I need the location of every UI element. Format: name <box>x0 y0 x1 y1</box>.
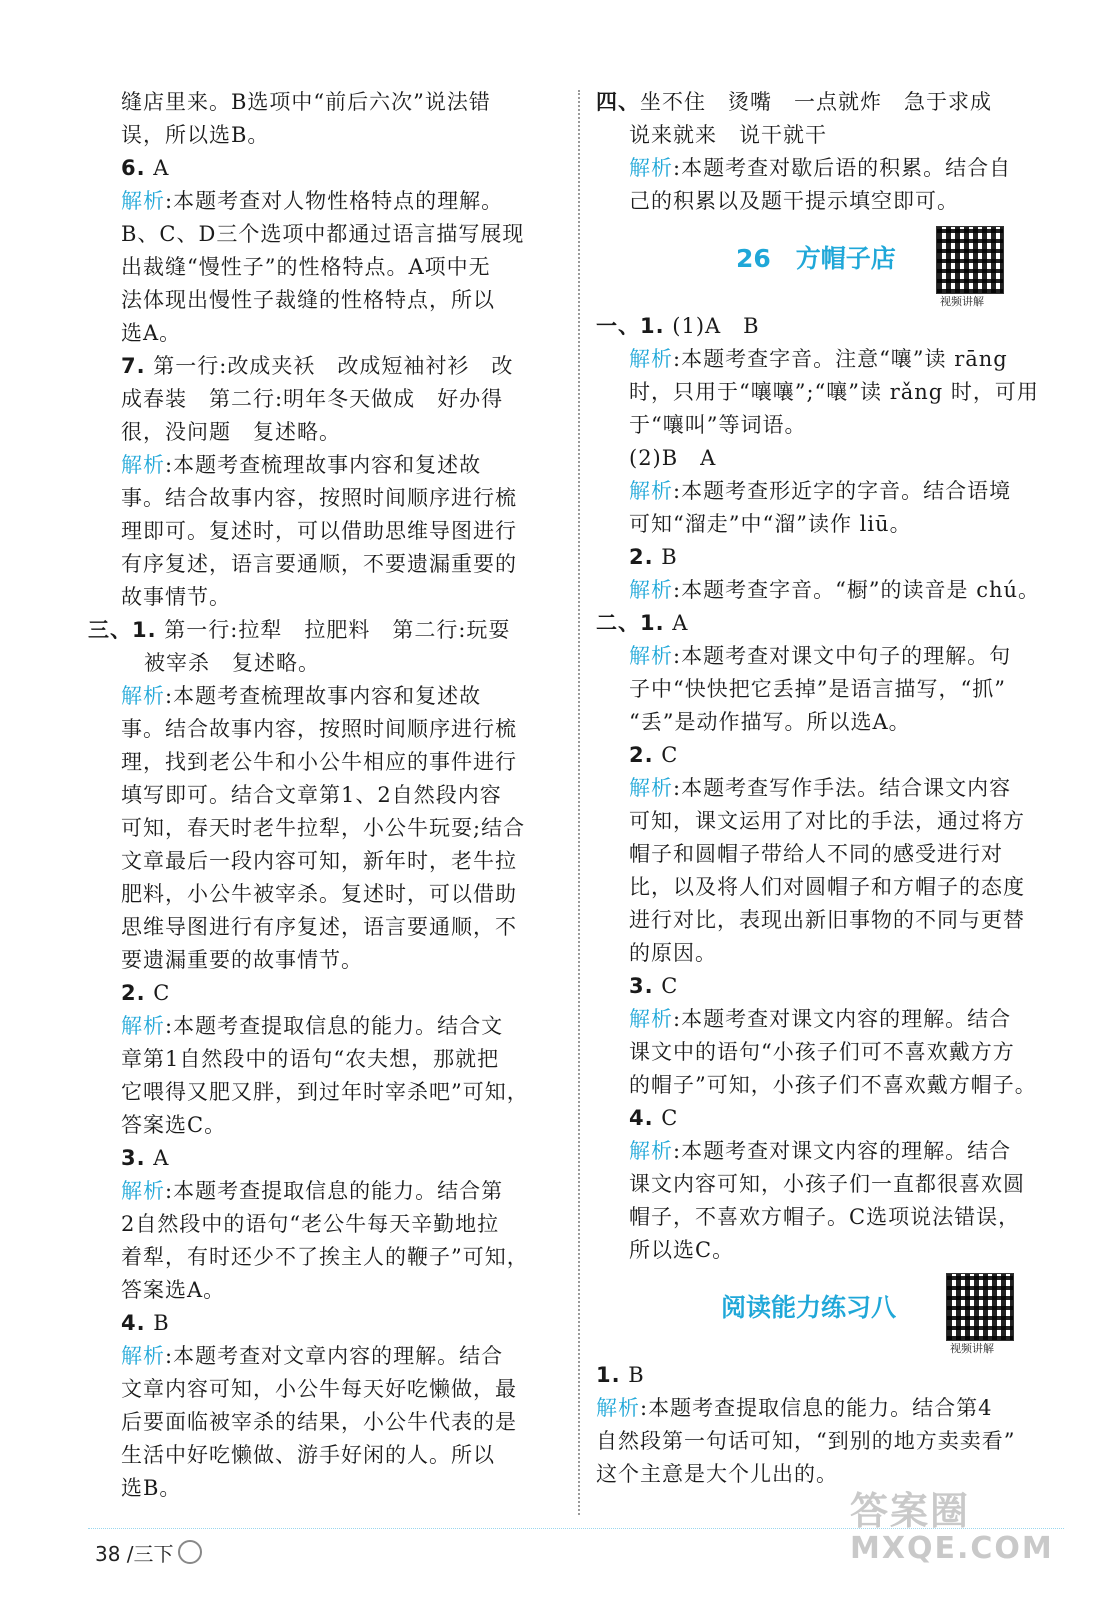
line-text: 2自然段中的语句“老公牛每天辛勤地拉 <box>121 1212 500 1236</box>
question-number: 4. <box>629 1106 654 1130</box>
line-text: 理，找到老公牛和小公牛相应的事件进行 <box>121 750 517 774</box>
line-text: A <box>664 611 689 635</box>
question-number: 4. <box>121 1311 146 1335</box>
line-text: 事。结合故事内容，按照时间顺序进行梳 <box>121 486 517 510</box>
watermark-text: 答案圈 <box>850 1489 971 1533</box>
text-line <box>596 119 1064 152</box>
text-line <box>88 977 560 1010</box>
line-text: 说来就来 说干就干 <box>629 123 827 147</box>
line-text: 课文中的语句“小孩子们可不喜欢戴方方 <box>629 1040 1015 1064</box>
text-line <box>88 779 560 812</box>
text-line <box>596 607 1064 640</box>
reading-heading <box>596 1267 1064 1359</box>
line-text: :本题考查对歇后语的积累。结合自 <box>673 156 1012 180</box>
line-text: 的帽子”可知，小孩子们不喜欢戴方帽子。 <box>629 1073 1037 1097</box>
question-number: 2. <box>121 981 146 1005</box>
line-text: 子中“快快把它丢掉”是语言描写，“抓” <box>629 677 1006 701</box>
section-marker: 二、 <box>596 611 640 635</box>
line-text: 它喂得又肥又胖，到过年时宰杀吧”可知， <box>121 1080 529 1104</box>
text-line <box>596 1102 1064 1135</box>
edition-seal-icon <box>178 1540 202 1564</box>
text-line <box>596 673 1064 706</box>
analysis-label: 解析 <box>629 578 673 602</box>
text-line <box>88 1406 560 1439</box>
line-text: 帽子和圆帽子带给人不同的感受进行对 <box>629 842 1003 866</box>
line-text: 坐不住 烫嘴 一点就炸 急于求成 <box>640 90 992 114</box>
watermark-url: MXQE.COM <box>850 1531 1054 1566</box>
text-line <box>596 1135 1064 1168</box>
line-text: 答案选C。 <box>121 1113 227 1137</box>
question-number: 1. <box>596 1363 621 1387</box>
text-line <box>88 911 560 944</box>
page-footer <box>95 1538 202 1567</box>
watermark <box>850 1480 1054 1566</box>
line-text: 误，所以选B。 <box>121 123 270 147</box>
line-text: 要遗漏重要的故事情节。 <box>121 948 363 972</box>
section-four-answers <box>596 86 1064 218</box>
text-line <box>88 1439 560 1472</box>
line-text: :本题考查写作手法。结合课文内容 <box>673 776 1012 800</box>
line-text: 填写即可。结合文章第1、2自然段内容 <box>121 783 502 807</box>
analysis-label: 解析 <box>629 644 673 668</box>
text-line <box>596 640 1064 673</box>
line-text: 事。结合故事内容，按照时间顺序进行梳 <box>121 717 517 741</box>
line-text: 可知“溜走”中“溜”读作 liū。 <box>629 512 912 536</box>
question-number: 1. <box>132 618 157 642</box>
line-text: 答案选A。 <box>121 1278 226 1302</box>
text-line <box>88 1340 560 1373</box>
line-text: 的原因。 <box>629 941 717 965</box>
analysis-label: 解析 <box>121 1179 165 1203</box>
line-text: :本题考查提取信息的能力。结合文 <box>165 1014 504 1038</box>
text-line <box>88 350 560 383</box>
line-text: 文章内容可知，小公牛每天好吃懒做，最 <box>121 1377 517 1401</box>
text-line <box>88 1208 560 1241</box>
text-line <box>596 970 1064 1003</box>
text-line <box>88 1142 560 1175</box>
line-text: “丢”是动作描写。所以选A。 <box>629 710 911 734</box>
text-line <box>88 614 560 647</box>
line-text: (2)B A <box>629 446 717 470</box>
text-line <box>88 152 560 185</box>
analysis-label: 解析 <box>121 1344 165 1368</box>
line-text: 有序复述，语言要通顺，不要遗漏重要的 <box>121 552 517 576</box>
text-line <box>88 1109 560 1142</box>
text-line <box>88 845 560 878</box>
text-line <box>596 1234 1064 1267</box>
text-line <box>596 86 1064 119</box>
section-marker: 一、 <box>596 314 640 338</box>
line-text: A <box>145 1146 170 1170</box>
line-text: 很，没问题 复述略。 <box>121 420 341 444</box>
line-text: :本题考查提取信息的能力。结合第4 <box>640 1396 993 1420</box>
text-line <box>596 739 1064 772</box>
section-marker: 三、 <box>88 618 132 642</box>
reading-answers <box>596 1359 1064 1491</box>
analysis-label: 解析 <box>121 684 165 708</box>
line-text: 文章最后一段内容可知，新年时，老牛拉 <box>121 849 517 873</box>
text-line <box>88 185 560 218</box>
analysis-label: 解析 <box>596 1396 640 1420</box>
line-text: C <box>653 743 679 767</box>
text-line <box>596 475 1064 508</box>
line-text: 后要面临被宰杀的结果，小公牛代表的是 <box>121 1410 517 1434</box>
line-text: :本题考查对人物性格特点的理解。 <box>165 189 504 213</box>
question-number: 1. <box>640 611 665 635</box>
line-text: :本题考查对文章内容的理解。结合 <box>165 1344 504 1368</box>
text-line <box>88 218 560 251</box>
text-line <box>88 416 560 449</box>
text-line <box>88 317 560 350</box>
line-text: 帽子，不喜欢方帽子。C选项说法错误， <box>629 1205 1021 1229</box>
text-line <box>88 482 560 515</box>
line-text: :本题考查对课文内容的理解。结合 <box>673 1139 1012 1163</box>
qr-label: 视频讲解 <box>940 295 984 308</box>
text-line <box>596 772 1064 805</box>
line-text: 出裁缝“慢性子”的性格特点。A项中无 <box>121 255 491 279</box>
analysis-label: 解析 <box>629 776 673 800</box>
text-line <box>596 409 1064 442</box>
text-line <box>88 1175 560 1208</box>
line-text: B <box>620 1363 645 1387</box>
line-text: C <box>653 1106 679 1130</box>
line-text: 成春装 第二行:明年冬天做成 好办得 <box>121 387 504 411</box>
text-line <box>596 442 1064 475</box>
line-text: 自然段第一句话可知，“到别的地方卖卖看” <box>596 1429 1016 1453</box>
text-line <box>88 1472 560 1505</box>
text-line <box>88 1307 560 1340</box>
line-text: 故事情节。 <box>121 585 231 609</box>
analysis-label: 解析 <box>629 156 673 180</box>
line-text: :本题考查形近字的字音。结合语境 <box>673 479 1012 503</box>
text-line <box>596 1069 1064 1102</box>
text-line <box>596 310 1064 343</box>
question-number: 1. <box>640 314 665 338</box>
right-column <box>596 86 1064 1491</box>
qr-label: 视频讲解 <box>950 1342 994 1355</box>
line-text: B <box>653 545 678 569</box>
line-text: 这个主意是大个儿出的。 <box>596 1462 838 1486</box>
text-line <box>596 1003 1064 1036</box>
text-line <box>88 284 560 317</box>
line-text: :本题考查字音。注意“嚷”读 rāng <box>673 347 1008 371</box>
text-line <box>596 152 1064 185</box>
text-line <box>88 1373 560 1406</box>
analysis-label: 解析 <box>121 1014 165 1038</box>
text-line <box>88 548 560 581</box>
analysis-label: 解析 <box>629 1007 673 1031</box>
analysis-label: 解析 <box>121 189 165 213</box>
lesson-title: 26 方帽子店 <box>736 244 896 273</box>
question-number: 6. <box>121 156 146 180</box>
line-text: 第一行:拉犁 拉肥料 第二行:玩耍 <box>156 618 511 642</box>
qr-code-icon[interactable] <box>936 226 1004 294</box>
text-line <box>88 647 560 680</box>
page-number: 38 /三下 <box>95 1542 174 1566</box>
analysis-label: 解析 <box>629 347 673 371</box>
text-line <box>88 383 560 416</box>
text-line <box>596 838 1064 871</box>
line-text: 被宰杀 复述略。 <box>144 651 320 675</box>
text-line <box>596 1425 1064 1458</box>
line-text: 着犁，有时还少不了挨主人的鞭子”可知， <box>121 1245 529 1269</box>
text-line <box>596 1392 1064 1425</box>
text-line <box>596 376 1064 409</box>
line-text: 生活中好吃懒做、游手好闲的人。所以 <box>121 1443 495 1467</box>
text-line <box>596 541 1064 574</box>
text-line <box>88 1274 560 1307</box>
lesson-heading <box>596 218 1064 310</box>
line-text: :本题考查提取信息的能力。结合第 <box>165 1179 504 1203</box>
line-text: 选A。 <box>121 321 182 345</box>
question-number: 3. <box>121 1146 146 1170</box>
line-text: :本题考查梳理故事内容和复述故 <box>165 453 482 477</box>
text-line <box>596 574 1064 607</box>
line-text: 第一行:改成夹袄 改成短袖衬衫 改 <box>145 354 514 378</box>
question-number: 2. <box>629 743 654 767</box>
text-line <box>88 812 560 845</box>
analysis-label: 解析 <box>629 1139 673 1163</box>
line-text: C <box>653 974 679 998</box>
line-text: 章第1自然段中的语句“农夫想，那就把 <box>121 1047 500 1071</box>
line-text: 于“嚷叫”等词语。 <box>629 413 807 437</box>
reading-title: 阅读能力练习八 <box>721 1293 897 1322</box>
text-line <box>596 1168 1064 1201</box>
text-line <box>596 185 1064 218</box>
text-line <box>88 1043 560 1076</box>
line-text: 选B。 <box>121 1476 182 1500</box>
text-line <box>596 805 1064 838</box>
line-text: :本题考查对课文中句子的理解。句 <box>673 644 1012 668</box>
qr-code-icon[interactable] <box>946 1273 1014 1341</box>
text-line <box>88 581 560 614</box>
line-text: 己的积累以及题干提示填空即可。 <box>629 189 959 213</box>
line-text: 比，以及将人们对圆帽子和方帽子的态度 <box>629 875 1025 899</box>
text-line <box>88 449 560 482</box>
text-line <box>88 680 560 713</box>
text-line <box>88 878 560 911</box>
lesson-answers <box>596 310 1064 1267</box>
line-text: :本题考查对课文内容的理解。结合 <box>673 1007 1012 1031</box>
line-text: B <box>145 1311 170 1335</box>
text-line <box>596 343 1064 376</box>
line-text: 所以选C。 <box>629 1238 735 1262</box>
text-line <box>88 251 560 284</box>
line-text: C <box>145 981 171 1005</box>
line-text: 可知，春天时老牛拉犁，小公牛玩耍;结合 <box>121 816 526 840</box>
text-line <box>596 1359 1064 1392</box>
text-line <box>88 1241 560 1274</box>
column-divider <box>578 90 580 1515</box>
line-text: 课文内容可知，小孩子们一直都很喜欢圆 <box>629 1172 1025 1196</box>
line-text: 理即可。复述时，可以借助思维导图进行 <box>121 519 517 543</box>
line-text: :本题考查字音。“橱”的读音是 chú。 <box>673 578 1041 602</box>
text-line <box>88 86 560 119</box>
text-line <box>88 944 560 977</box>
text-line <box>596 904 1064 937</box>
analysis-label: 解析 <box>121 453 165 477</box>
text-line <box>596 706 1064 739</box>
text-line <box>88 713 560 746</box>
question-number: 3. <box>629 974 654 998</box>
text-line <box>88 746 560 779</box>
line-text: 思维导图进行有序复述，语言要通顺，不 <box>121 915 517 939</box>
text-line <box>88 119 560 152</box>
line-text: 法体现出慢性子裁缝的性格特点，所以 <box>121 288 495 312</box>
question-number: 2. <box>629 545 654 569</box>
text-line <box>88 1010 560 1043</box>
text-line <box>596 1201 1064 1234</box>
text-line <box>596 937 1064 970</box>
text-line <box>596 508 1064 541</box>
section-marker: 四、 <box>596 90 640 114</box>
line-text: :本题考查梳理故事内容和复述故 <box>165 684 482 708</box>
left-column <box>88 86 560 1505</box>
line-text: 肥料，小公牛被宰杀。复述时，可以借助 <box>121 882 517 906</box>
text-line <box>596 871 1064 904</box>
text-line <box>88 515 560 548</box>
question-number: 7. <box>121 354 146 378</box>
analysis-label: 解析 <box>629 479 673 503</box>
text-line <box>88 1076 560 1109</box>
line-text: A <box>145 156 170 180</box>
line-text: 时，只用于“嚷嚷”;“嚷”读 rǎng 时，可用 <box>629 380 1039 404</box>
line-text: 缝店里来。B选项中“前后六次”说法错 <box>121 90 491 114</box>
line-text: 进行对比，表现出新旧事物的不同与更替 <box>629 908 1025 932</box>
line-text: 可知，课文运用了对比的手法，通过将方 <box>629 809 1025 833</box>
line-text: B、C、D三个选项中都通过语言描写展现 <box>121 222 525 246</box>
text-line <box>596 1036 1064 1069</box>
line-text: (1)A B <box>664 314 760 338</box>
